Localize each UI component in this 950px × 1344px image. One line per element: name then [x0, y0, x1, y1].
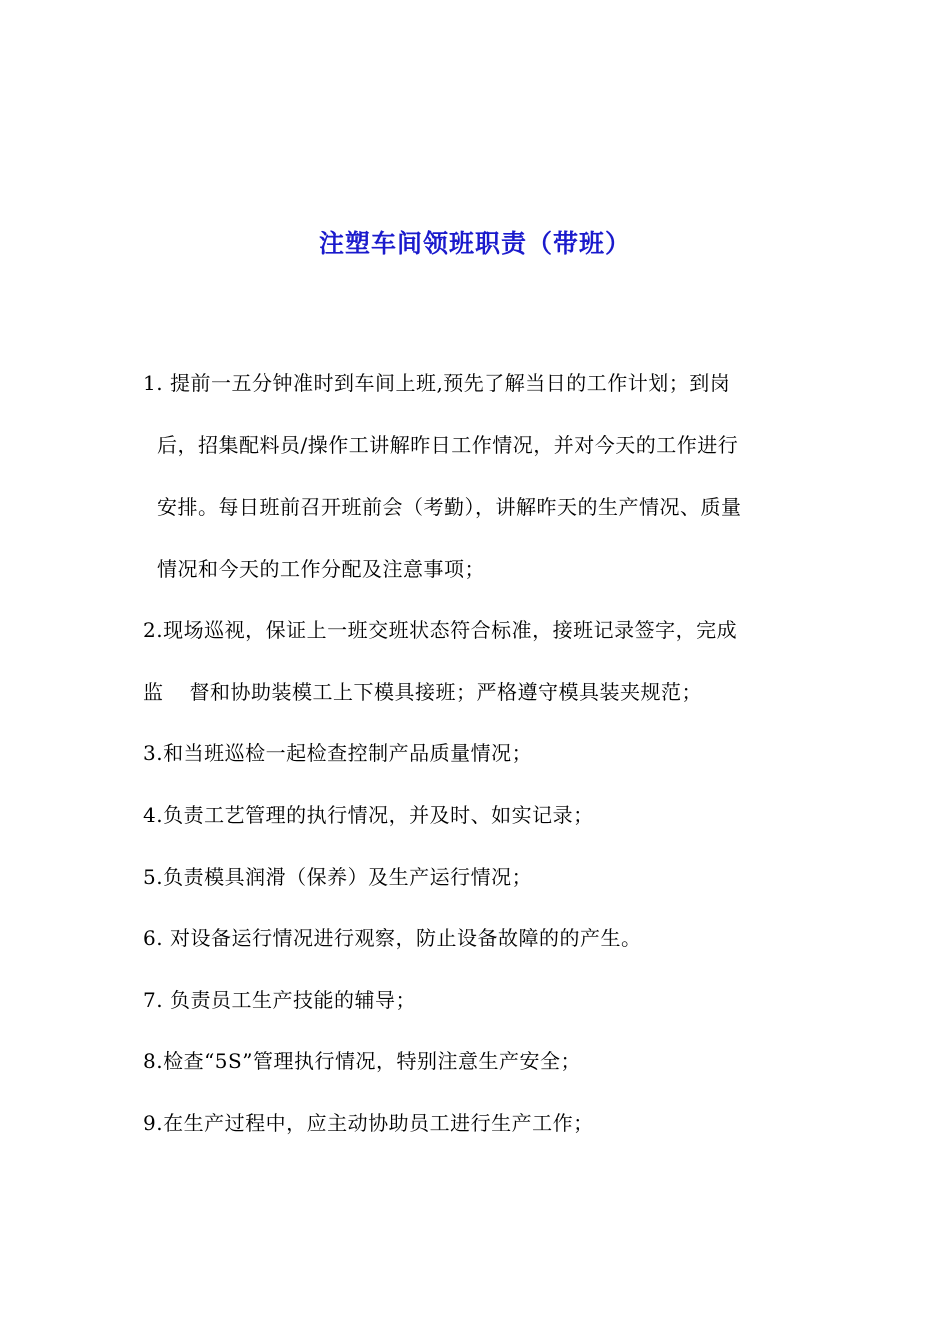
duty-item-1-line-3: 安排。每日班前召开班前会（考勤），讲解昨天的生产情况、质量 — [157, 495, 742, 519]
duty-item-2-line-1: 2.现场巡视，保证上一班交班状态符合标准，接班记录签字，完成 — [143, 618, 738, 642]
duty-item-2-line-2-prefix: 监 — [143, 680, 164, 704]
duty-item-4: 4.负责工艺管理的执行情况，并及时、如实记录； — [143, 803, 594, 827]
duty-item-8: 8.检查“5S”管理执行情况，特别注意生产安全； — [143, 1049, 581, 1073]
duty-item-7: 7. 负责员工生产技能的辅导； — [143, 988, 416, 1012]
duty-item-2-line-2-text: 督和协助装模工上下模具接班；严格遵守模具装夹规范； — [189, 680, 702, 704]
duty-item-1-line-4: 情况和今天的工作分配及注意事项； — [157, 557, 485, 581]
duty-item-1-line-2: 后，招集配料员/操作工讲解昨日工作情况，并对今天的工作进行 — [157, 433, 739, 457]
duty-item-1-line-1: 1. 提前一五分钟准时到车间上班,预先了解当日的工作计划；到岗 — [143, 371, 731, 395]
duty-item-9: 9.在生产过程中，应主动协助员工进行生产工作； — [143, 1111, 594, 1135]
duty-item-3: 3.和当班巡检一起检查控制产品质量情况； — [143, 741, 533, 765]
duty-item-6: 6. 对设备运行情况进行观察，防止设备故障的的产生。 — [143, 926, 642, 950]
duty-item-5: 5.负责模具润滑（保养）及生产运行情况； — [143, 865, 533, 889]
document-title: 注塑车间领班职责（带班） — [318, 229, 631, 258]
duty-item-2-line-2 — [143, 677, 702, 707]
